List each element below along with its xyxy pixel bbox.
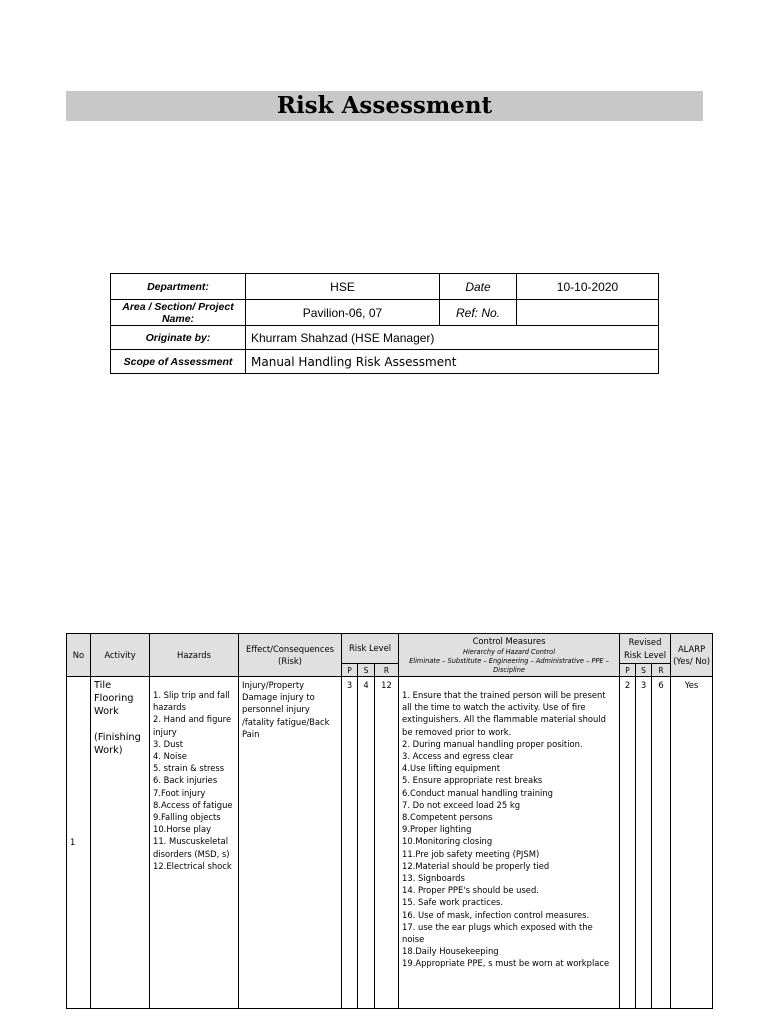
area-label: Area / Section/ Project Name: <box>111 300 246 326</box>
header-p: P <box>342 664 358 677</box>
risk-p: 3 <box>342 677 358 1009</box>
risk-assessment-table <box>66 633 713 1009</box>
page-title: Risk Assessment <box>66 91 703 121</box>
table-row <box>67 677 713 1009</box>
date-label: Date <box>440 274 517 300</box>
header-risk-level: Risk Level <box>342 634 399 664</box>
scope-value: Manual Handling Risk Assessment <box>246 350 659 374</box>
list-item: 6. Back injuries <box>153 775 218 786</box>
scope-label: Scope of Assessment <box>111 350 246 374</box>
revised-p: 2 <box>620 677 636 1009</box>
assessment-info-table <box>110 273 659 374</box>
header-revised-r: R <box>652 664 671 677</box>
list-item: 2. Hand and figure injury <box>153 714 232 737</box>
originate-value: Khurram Shahzad (HSE Manager) <box>246 326 659 350</box>
department-label: Department: <box>111 274 246 300</box>
alarp-value: Yes <box>671 677 713 1009</box>
area-value: Pavilion-06, 07 <box>246 300 440 326</box>
revised-r: 6 <box>652 677 671 1009</box>
control-measures-cell <box>399 677 620 1009</box>
list-item: 14. Proper PPE's should be used. <box>402 885 539 896</box>
row-number: 1 <box>67 677 91 1009</box>
header-alarp: ALARP (Yes/ No) <box>671 634 713 677</box>
ref-label: Ref: No. <box>440 300 517 326</box>
list-item: 12.Material should be properly tied <box>402 860 550 871</box>
control-subtitle-1: Hierarchy of Hazard Control <box>463 647 556 656</box>
list-item: 6.Conduct manual handling training <box>402 787 553 798</box>
list-item: 7. Do not exceed load 25 kg <box>402 799 521 810</box>
list-item: 3. Access and egress clear <box>402 751 514 762</box>
header-revised-p: P <box>620 664 636 677</box>
activity-line: (Finishing <box>94 732 141 743</box>
list-item: 10.Monitoring closing <box>402 836 493 847</box>
activity-spacer <box>94 718 146 731</box>
hazards-list <box>153 689 235 872</box>
control-title: Control Measures <box>472 636 546 647</box>
list-item: 9.Proper lighting <box>402 824 472 835</box>
activity-cell <box>91 677 150 1009</box>
effects-cell: Injury/Property Damage injury to personnel injury /fatality fatigue/Back Pain <box>239 677 342 1009</box>
list-item: 2. During manual handling proper position. <box>402 738 583 749</box>
activity-line: Work <box>94 706 119 717</box>
header-no: No <box>67 634 91 677</box>
header-effect: Effect/Consequences (Risk) <box>239 634 342 677</box>
list-item: 18.Daily Housekeeping <box>402 946 499 957</box>
risk-r: 12 <box>375 677 399 1009</box>
date-value: 10-10-2020 <box>517 274 659 300</box>
list-item: 8.Access of fatigue <box>153 799 233 810</box>
list-item: 8.Competent persons <box>402 812 493 823</box>
list-item: 17. use the ear plugs which exposed with the noise <box>402 921 593 945</box>
controls-list <box>402 689 616 970</box>
header-revised-s: S <box>636 664 652 677</box>
originate-label: Originate by: <box>111 326 246 350</box>
department-value: HSE <box>246 274 440 300</box>
list-item: 19.Appropriate PPE, s must be worn at workplace <box>402 958 610 969</box>
header-r: R <box>375 664 399 677</box>
list-item: 4.Use lifting equipment <box>402 763 501 774</box>
header-hazards: Hazards <box>150 634 239 677</box>
revised-s: 3 <box>636 677 652 1009</box>
list-item: 15. Safe work practices. <box>402 897 504 908</box>
ref-value <box>517 300 659 326</box>
header-activity: Activity <box>91 634 150 677</box>
hazards-cell <box>150 677 239 1009</box>
risk-s: 4 <box>358 677 375 1009</box>
list-item: 11. Muscuskeletal disorders (MSD, s) <box>153 836 230 859</box>
list-item: 3. Dust <box>153 738 184 749</box>
list-item: 12.Electrical shock <box>153 860 232 871</box>
list-item: 5. strain & stress <box>153 763 225 774</box>
list-item: 9.Falling objects <box>153 812 221 823</box>
activity-line: Work) <box>94 745 123 756</box>
list-item: 4. Noise <box>153 751 187 762</box>
header-revised-risk-level: Revised Risk Level <box>620 634 671 664</box>
header-control-measures <box>399 634 620 677</box>
list-item: 1. Slip trip and fall hazards <box>153 690 230 713</box>
list-item: 7.Foot injury <box>153 787 206 798</box>
list-item: 16. Use of mask, infection control measures. <box>402 909 590 920</box>
activity-line: Flooring <box>94 693 134 704</box>
list-item: 1. Ensure that the trained person will be present all the time to watch the activity. Use of fire extinguishers. All the flammable material should be removed prior to work. <box>402 690 606 737</box>
list-item: 5. Ensure appropriate rest breaks <box>402 775 543 786</box>
list-item: 11.Pre job safety meeting (PJSM) <box>402 848 540 859</box>
list-item: 10.Horse play <box>153 824 212 835</box>
header-s: S <box>358 664 375 677</box>
list-item: 13. Signboards <box>402 873 465 884</box>
activity-line: Tile <box>94 680 112 691</box>
control-subtitle-2: Eliminate – Substitute – Engineering – Administrative – PPE – Discipline <box>409 656 609 674</box>
